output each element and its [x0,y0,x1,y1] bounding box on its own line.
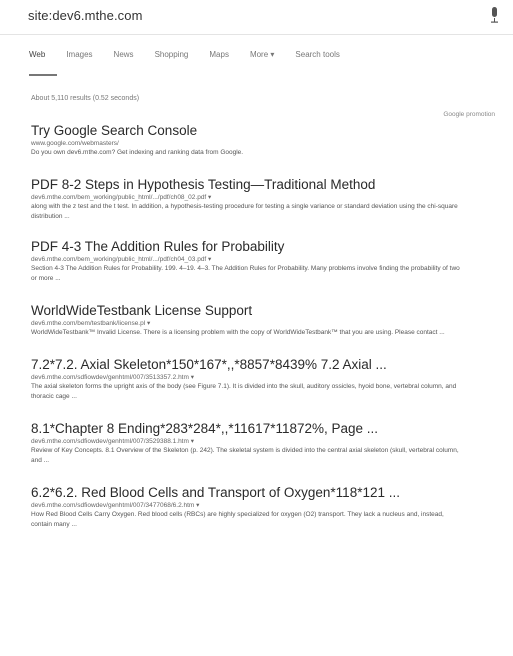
search-result [31,238,481,284]
search-result [31,302,481,338]
result-url[interactable]: dev6.mthe.com/sdfiowdev/genhtml/007/3529388.1.htm ▾ [31,438,194,445]
promo-label: Google promotion [443,111,495,118]
result-title-link[interactable]: PDF 8-2 Steps in Hypothesis Testing—Traditional Method [31,177,376,192]
search-bar[interactable] [0,0,513,35]
result-title-link[interactable]: 8.1*Chapter 8 Ending*283*284*,,*11617*11872%, Page ... [31,421,379,436]
result-url[interactable]: dev6.mthe.com/bem_working/public_html/.../pdf/ch04_03.pdf ▾ [31,256,212,263]
tab-search-tools[interactable]: Search tools [295,50,340,59]
result-stats: About 5,110 results (0.52 seconds) [31,95,140,102]
result-url[interactable]: dev6.mthe.com/bem_working/public_html/.../pdf/ch08_02.pdf ▾ [31,194,212,201]
result-title-link[interactable]: 6.2*6.2. Red Blood Cells and Transport of Oxygen*118*121 ... [31,485,400,500]
result-title-link[interactable]: WorldWideTestbank License Support [31,303,253,318]
tab-maps[interactable]: Maps [209,50,229,59]
result-snippet: along with the z test and the t test. In addition, a hypothesis-testing procedure for testing a single variance or standard deviation using the chi-square distribution ... [31,203,458,220]
result-snippet: Section 4-3 The Addition Rules for Probability. 199. 4–19. 4–3. The Addition Rules for Probability. Many problems involve finding the probability of two or more ... [31,265,460,282]
result-url[interactable]: dev6.mthe.com/sdfiowdev/genhtml/007/3513357.2.htm ▾ [31,374,194,381]
tab-more[interactable]: More ▾ [249,50,275,59]
tab-shopping[interactable]: Shopping [154,50,189,59]
active-tab-indicator [29,74,57,76]
result-title-link[interactable]: PDF 4-3 The Addition Rules for Probability [31,239,285,254]
search-tabs [29,50,361,59]
search-result [31,356,481,402]
search-result [31,176,481,222]
search-result [31,122,481,158]
result-url: www.google.com/webmasters/ [31,140,119,147]
tab-images[interactable]: Images [66,50,93,59]
search-result [31,484,481,530]
tab-news[interactable]: News [113,50,134,59]
search-input[interactable]: site:dev6.mthe.com [28,8,143,23]
search-result [31,420,481,466]
result-url[interactable]: dev6.mthe.com/sdfiowdev/genhtml/007/3477068/6.2.htm ▾ [31,502,200,509]
result-snippet: How Red Blood Cells Carry Oxygen. Red blood cells (RBCs) are highly specialized for oxygen (O2) transport. They lack a nucleus and, instead, contain many ... [31,511,444,528]
search-results [31,122,481,544]
result-snippet: WorldWideTestbank™ Invalid License. There is a licensing problem with the copy of WorldWideTestbank™ that you are using. Please contact ... [31,329,445,336]
microphone-icon[interactable] [490,7,499,23]
result-title-link[interactable]: 7.2*7.2. Axial Skeleton*150*167*,,*8857*8439% 7.2 Axial ... [31,357,387,372]
result-url[interactable]: dev6.mthe.com/bem/testbank/license.pl ▾ [31,320,151,327]
tab-web[interactable]: Web [29,50,46,59]
result-snippet: The axial skeleton forms the upright axis of the body (see Figure 7.1). It is divided into the skull, auditory ossicles, hyoid bone, vertebral column, and thoracic cage ... [31,383,457,400]
result-snippet: Review of Key Concepts. 8.1 Overview of the Skeleton (p. 242). The skeletal system is divided into the central axial skeleton (skull, vertebral column, and ... [31,447,459,464]
result-title-link[interactable]: Try Google Search Console [31,123,198,138]
result-snippet: Do you own dev6.mthe.com? Get indexing and ranking data from Google. [31,149,244,156]
